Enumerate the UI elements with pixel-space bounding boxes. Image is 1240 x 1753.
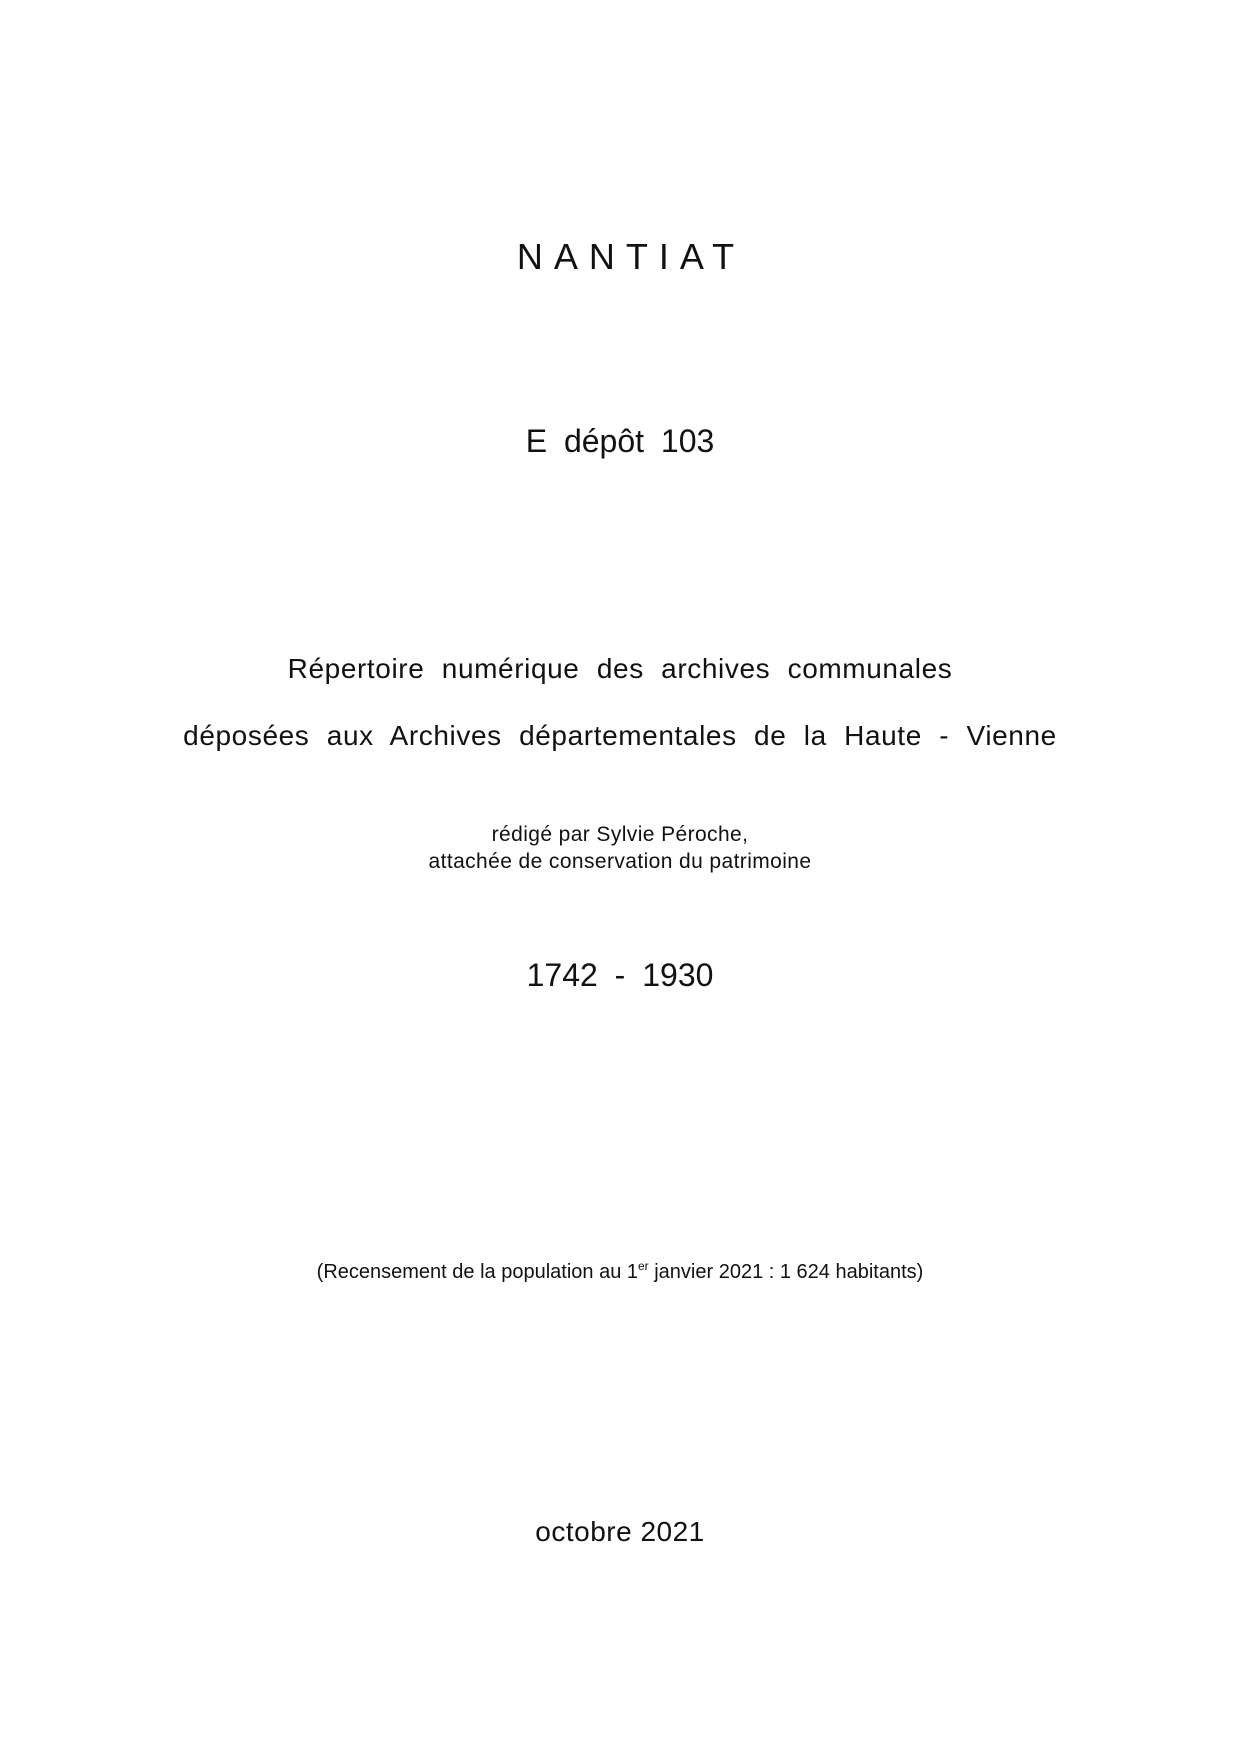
census-suffix: janvier 2021 : 1 624 habitants) [648, 1261, 924, 1283]
commune-title: NANTIAT [516, 236, 746, 277]
author-title: attachée de conservation du patrimoine [428, 850, 812, 873]
census-note [0, 1259, 1240, 1283]
date-range: 1742 - 1930 [526, 957, 714, 993]
subtitle-line-1: Répertoire numérique des archives communales [287, 653, 953, 684]
census-superscript: er [638, 1259, 649, 1273]
census-prefix: (Recensement de la population au 1 [316, 1261, 638, 1283]
author-name: rédigé par Sylvie Péroche, [491, 823, 749, 846]
subtitle-line-2: déposées aux Archives départementales de la Haute - Vienne [183, 720, 1057, 751]
document-date: octobre 2021 [535, 1516, 705, 1547]
archive-reference: E dépôt 103 [525, 423, 715, 459]
